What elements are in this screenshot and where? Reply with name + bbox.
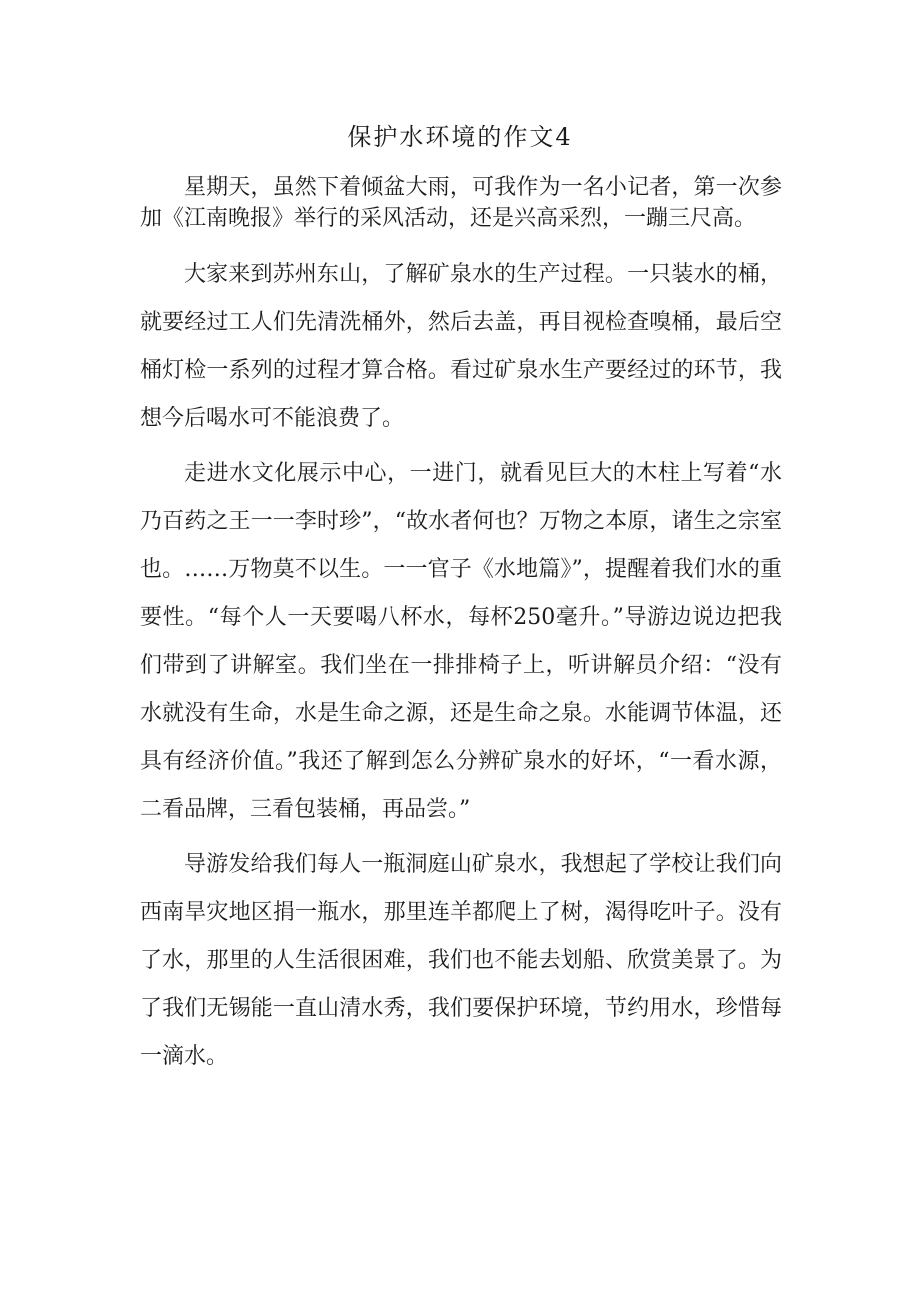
paragraph-4: 导游发给我们每人一瓶洞庭山矿泉水，我想起了学校让我们向西南旱灾地区捐一瓶水，那里连羊都爬上了树，渴得吃叶子。没有了水，那里的人生活很困难，我们也不能去划船、欣赏美景了。为了我们无锡能一直山清水秀，我们要保护环境，节约用水，珍惜每一滴水。 [140, 852, 782, 1069]
document-title: 保护水环境的作文4 [347, 123, 573, 151]
paragraph-2: 大家来到苏州东山，了解矿泉水的生产过程。一只装水的桶，就要经过工人们先清洗桶外，然后去盖，再目视检查嗅桶，最后空桶灯检一系列的过程才算合格。看过矿泉水生产要经过的环节，我想今后喝水可不能浪费了。 [140, 262, 782, 431]
document-body-intro [140, 172, 782, 234]
document-body [140, 251, 782, 1088]
paragraph-3: 走进水文化展示中心，一进门，就看见巨大的木柱上写着“水乃百药之王一一李时珍”，“故水者何也？万物之本原，诸生之宗室也。……万物莫不以生。一一官子《水地篇》”，提醒着我们水的重要性。“每个人一天要喝八杯水，每杯250毫升。”导游边说边把我们带到了讲解室。我们坐在一排排椅子上，听讲解员介绍：“没有水就没有生命，水是生命之源，还是生命之泉。水能调节体温，还具有经济价值。”我还了解到怎么分辨矿泉水的好坏，“一看水源，二看品牌，三看包装桶，再品尝。” [140, 461, 782, 822]
paragraph-1: 星期天，虽然下着倾盆大雨，可我作为一名小记者，第一次参加《江南晚报》举行的采风活动，还是兴高采烈，一蹦三尺高。 [140, 175, 782, 231]
